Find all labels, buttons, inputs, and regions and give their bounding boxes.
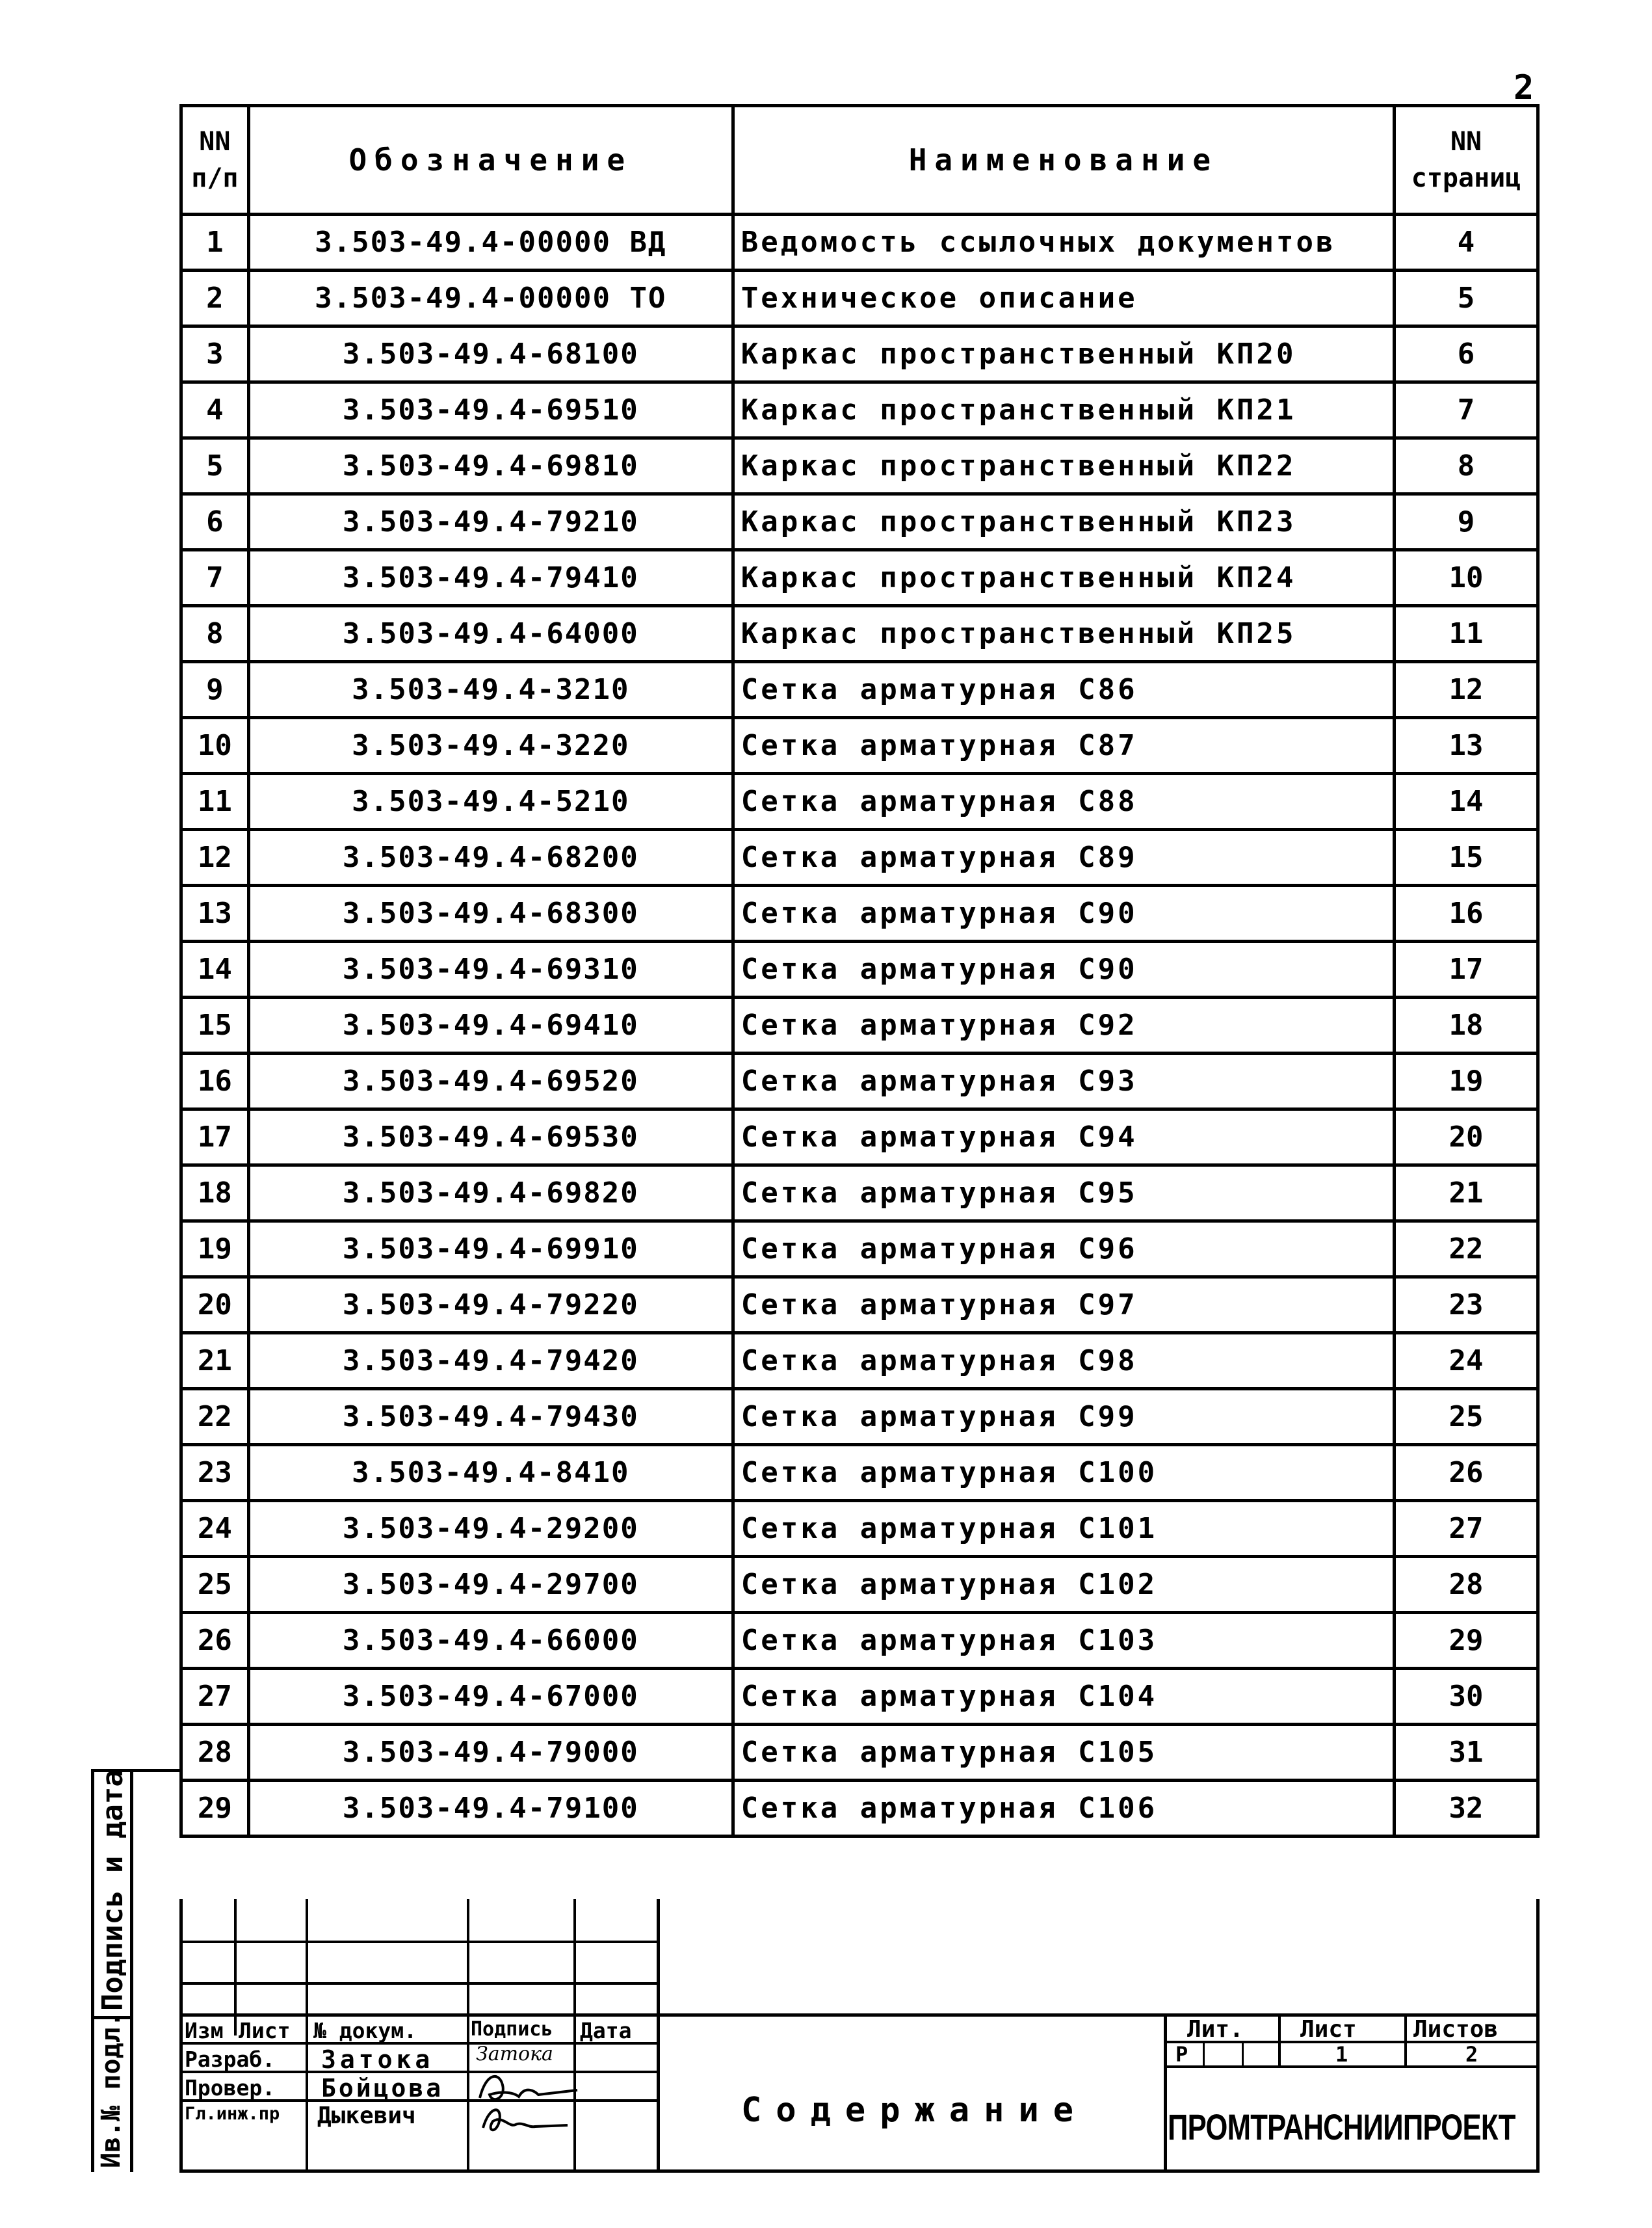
table-row (181, 606, 1538, 662)
frame-right-line (1536, 1899, 1540, 2172)
row-page: 11 (1395, 606, 1538, 662)
row-name: Сетка арматурная С88 (733, 774, 1394, 830)
row-number: 2 (181, 271, 249, 326)
stamp-name-chief: Дыкевич (317, 2102, 416, 2129)
row-code: 3.503-49.4-68300 (248, 886, 733, 942)
row-code: 3.503-49.4-79220 (248, 1277, 733, 1333)
row-code: 3.503-49.4-66000 (248, 1613, 733, 1669)
row-name: Каркас пространственный КП22 (733, 438, 1394, 494)
row-code: 3.503-49.4-79100 (248, 1781, 733, 1837)
table-row (181, 271, 1538, 326)
row-number: 5 (181, 438, 249, 494)
row-number: 24 (181, 1501, 249, 1557)
row-code: 3.503-49.4-69510 (248, 382, 733, 438)
row-code: 3.503-49.4-79000 (248, 1725, 733, 1781)
row-number: 14 (181, 942, 249, 998)
row-name: Сетка арматурная С100 (733, 1445, 1394, 1501)
stamp-vline (306, 1899, 308, 2172)
row-page: 9 (1395, 494, 1538, 550)
table-row (181, 1277, 1538, 1333)
row-number: 23 (181, 1445, 249, 1501)
row-number: 22 (181, 1389, 249, 1445)
row-page: 7 (1395, 382, 1538, 438)
row-name: Сетка арматурная С97 (733, 1277, 1394, 1333)
header-page: NN страниц (1395, 106, 1538, 215)
margin-strip-line (130, 1769, 133, 2172)
table-row (181, 1109, 1538, 1165)
row-name: Сетка арматурная С89 (733, 830, 1394, 886)
stamp-vline (1242, 2041, 1244, 2068)
stamp-role-dev: Разраб. (185, 2047, 276, 2072)
row-code: 3.503-49.4-67000 (248, 1669, 733, 1725)
sheet-number: 2 (1514, 68, 1534, 107)
table-row (181, 382, 1538, 438)
document-title: Содержание (741, 2091, 1088, 2130)
row-page: 12 (1395, 662, 1538, 718)
margin-signature-date: Подпись и дата (96, 1770, 129, 2011)
row-number: 7 (181, 550, 249, 606)
row-name: Каркас пространственный КП24 (733, 550, 1394, 606)
row-page: 25 (1395, 1389, 1538, 1445)
table-row (181, 215, 1538, 271)
stamp-sheet-value: 1 (1335, 2042, 1348, 2067)
row-number: 25 (181, 1557, 249, 1613)
table-row (181, 1165, 1538, 1221)
row-number: 16 (181, 1054, 249, 1109)
row-page: 26 (1395, 1445, 1538, 1501)
row-code: 3.503-49.4-79420 (248, 1333, 733, 1389)
row-number: 19 (181, 1221, 249, 1277)
table-row (181, 326, 1538, 382)
stamp-vline (1278, 2013, 1281, 2068)
stamp-sheets-label: Листов (1413, 2016, 1499, 2043)
frame-bottom-line (179, 2169, 1540, 2173)
row-code: 3.503-49.4-69810 (248, 438, 733, 494)
row-number: 1 (181, 215, 249, 271)
row-page: 24 (1395, 1333, 1538, 1389)
row-code: 3.503-49.4-79210 (248, 494, 733, 550)
row-page: 6 (1395, 326, 1538, 382)
row-name: Сетка арматурная С90 (733, 886, 1394, 942)
row-number: 28 (181, 1725, 249, 1781)
stamp-col-list: Лист (239, 2018, 291, 2043)
row-number: 6 (181, 494, 249, 550)
row-code: 3.503-49.4-69820 (248, 1165, 733, 1221)
row-page: 18 (1395, 998, 1538, 1054)
row-name: Сетка арматурная С98 (733, 1333, 1394, 1389)
row-page: 16 (1395, 886, 1538, 942)
row-code: 3.503-49.4-00000 ВД (248, 215, 733, 271)
row-page: 4 (1395, 215, 1538, 271)
row-page: 20 (1395, 1109, 1538, 1165)
table-row (181, 1445, 1538, 1501)
row-number: 15 (181, 998, 249, 1054)
table-row (181, 942, 1538, 998)
stamp-line (1164, 2065, 1540, 2068)
table-row (181, 550, 1538, 606)
row-name: Каркас пространственный КП25 (733, 606, 1394, 662)
row-name: Сетка арматурная С90 (733, 942, 1394, 998)
table-header-row (181, 106, 1538, 215)
row-number: 29 (181, 1781, 249, 1837)
row-code: 3.503-49.4-00000 ТО (248, 271, 733, 326)
table-row (181, 1669, 1538, 1725)
table-row (181, 1333, 1538, 1389)
row-code: 3.503-49.4-69520 (248, 1054, 733, 1109)
row-number: 13 (181, 886, 249, 942)
row-code: 3.503-49.4-68200 (248, 830, 733, 886)
row-number: 21 (181, 1333, 249, 1389)
row-page: 31 (1395, 1725, 1538, 1781)
row-number: 4 (181, 382, 249, 438)
row-code: 3.503-49.4-69910 (248, 1221, 733, 1277)
row-name: Сетка арматурная С87 (733, 718, 1394, 774)
row-name: Ведомость ссылочных документов (733, 215, 1394, 271)
row-page: 15 (1395, 830, 1538, 886)
organization-name: ПРОМТРАНСНИИПРОЕКТ (1168, 2106, 1515, 2147)
row-page: 21 (1395, 1165, 1538, 1221)
row-code: 3.503-49.4-29700 (248, 1557, 733, 1613)
stamp-role-chief: Гл.инж.пр (185, 2104, 280, 2124)
table-row (181, 1054, 1538, 1109)
table-row (181, 830, 1538, 886)
margin-inventory-no: Ив.№ подл. (96, 2011, 126, 2168)
stamp-vline (1203, 2041, 1205, 2068)
margin-strip-line (91, 1769, 94, 2172)
row-name: Каркас пространственный КП21 (733, 382, 1394, 438)
row-name: Сетка арматурная С99 (733, 1389, 1394, 1445)
stamp-lit-label: Лит. (1187, 2016, 1244, 2043)
row-name: Сетка арматурная С94 (733, 1109, 1394, 1165)
row-page: 30 (1395, 1669, 1538, 1725)
stamp-vline (234, 1899, 237, 2036)
row-page: 13 (1395, 718, 1538, 774)
stamp-lit-value: Р (1175, 2042, 1188, 2067)
row-name: Каркас пространственный КП20 (733, 326, 1394, 382)
table-row (181, 1221, 1538, 1277)
row-name: Сетка арматурная С105 (733, 1725, 1394, 1781)
row-number: 20 (181, 1277, 249, 1333)
stamp-col-sign: Подпись (471, 2018, 553, 2041)
row-code: 3.503-49.4-69410 (248, 998, 733, 1054)
table-row (181, 1389, 1538, 1445)
row-code: 3.503-49.4-8410 (248, 1445, 733, 1501)
row-number: 9 (181, 662, 249, 718)
stamp-col-date: Дата (580, 2018, 632, 2043)
row-page: 29 (1395, 1613, 1538, 1669)
row-code: 3.503-49.4-29200 (248, 1501, 733, 1557)
row-number: 12 (181, 830, 249, 886)
row-name: Сетка арматурная С92 (733, 998, 1394, 1054)
row-code: 3.503-49.4-79430 (248, 1389, 733, 1445)
stamp-vline (1164, 2013, 1167, 2172)
row-code: 3.503-49.4-69310 (248, 942, 733, 998)
row-name: Сетка арматурная С101 (733, 1501, 1394, 1557)
row-number: 27 (181, 1669, 249, 1725)
row-code: 3.503-49.4-79410 (248, 550, 733, 606)
row-name: Сетка арматурная С95 (733, 1165, 1394, 1221)
stamp-line (179, 1941, 657, 1943)
frame-left-line (179, 1899, 183, 2172)
table-row (181, 662, 1538, 718)
row-page: 8 (1395, 438, 1538, 494)
row-number: 3 (181, 326, 249, 382)
row-page: 22 (1395, 1221, 1538, 1277)
signature-dev: Затока (476, 2043, 553, 2065)
row-page: 23 (1395, 1277, 1538, 1333)
table-body (181, 215, 1538, 1837)
table-row (181, 774, 1538, 830)
row-page: 17 (1395, 942, 1538, 998)
stamp-vline (467, 1899, 469, 2172)
table-row (181, 1613, 1538, 1669)
row-name: Сетка арматурная С102 (733, 1557, 1394, 1613)
row-code: 3.503-49.4-5210 (248, 774, 733, 830)
header-num: NN п/п (181, 106, 249, 215)
table-row (181, 998, 1538, 1054)
row-page: 32 (1395, 1781, 1538, 1837)
row-number: 18 (181, 1165, 249, 1221)
table-row (181, 1781, 1538, 1837)
row-number: 26 (181, 1613, 249, 1669)
stamp-name-check: Бойцова (321, 2074, 444, 2102)
stamp-sheets-value: 2 (1465, 2042, 1478, 2067)
header-name: Наименование (733, 106, 1394, 215)
row-number: 11 (181, 774, 249, 830)
row-name: Сетка арматурная С86 (733, 662, 1394, 718)
row-name: Техническое описание (733, 271, 1394, 326)
row-number: 8 (181, 606, 249, 662)
row-code: 3.503-49.4-68100 (248, 326, 733, 382)
table-row (181, 438, 1538, 494)
stamp-line (179, 1982, 657, 1985)
table-row (181, 1557, 1538, 1613)
stamp-vline (657, 1899, 660, 2172)
header-code: Обозначение (248, 106, 733, 215)
stamp-vline (1404, 2013, 1407, 2068)
table-row (181, 718, 1538, 774)
row-page: 5 (1395, 271, 1538, 326)
row-name: Каркас пространственный КП23 (733, 494, 1394, 550)
stamp-name-dev: Затока (321, 2045, 434, 2074)
row-name: Сетка арматурная С96 (733, 1221, 1394, 1277)
row-page: 14 (1395, 774, 1538, 830)
row-code: 3.503-49.4-3220 (248, 718, 733, 774)
contents-table (179, 104, 1540, 1838)
table-row (181, 886, 1538, 942)
row-code: 3.503-49.4-3210 (248, 662, 733, 718)
row-name: Сетка арматурная С104 (733, 1669, 1394, 1725)
row-code: 3.503-49.4-64000 (248, 606, 733, 662)
stamp-col-doc: № докум. (313, 2018, 417, 2043)
stamp-role-check: Провер. (185, 2075, 276, 2101)
signature-chief-icon (473, 2095, 577, 2141)
stamp-col-izm: Изм (185, 2018, 224, 2043)
table-row (181, 494, 1538, 550)
row-name: Сетка арматурная С103 (733, 1613, 1394, 1669)
stamp-sheet-label: Лист (1300, 2016, 1357, 2043)
row-number: 17 (181, 1109, 249, 1165)
row-page: 10 (1395, 550, 1538, 606)
row-page: 28 (1395, 1557, 1538, 1613)
table-row (181, 1725, 1538, 1781)
row-name: Сетка арматурная С106 (733, 1781, 1394, 1837)
row-page: 19 (1395, 1054, 1538, 1109)
row-number: 10 (181, 718, 249, 774)
row-name: Сетка арматурная С93 (733, 1054, 1394, 1109)
table-row (181, 1501, 1538, 1557)
row-code: 3.503-49.4-69530 (248, 1109, 733, 1165)
row-page: 27 (1395, 1501, 1538, 1557)
